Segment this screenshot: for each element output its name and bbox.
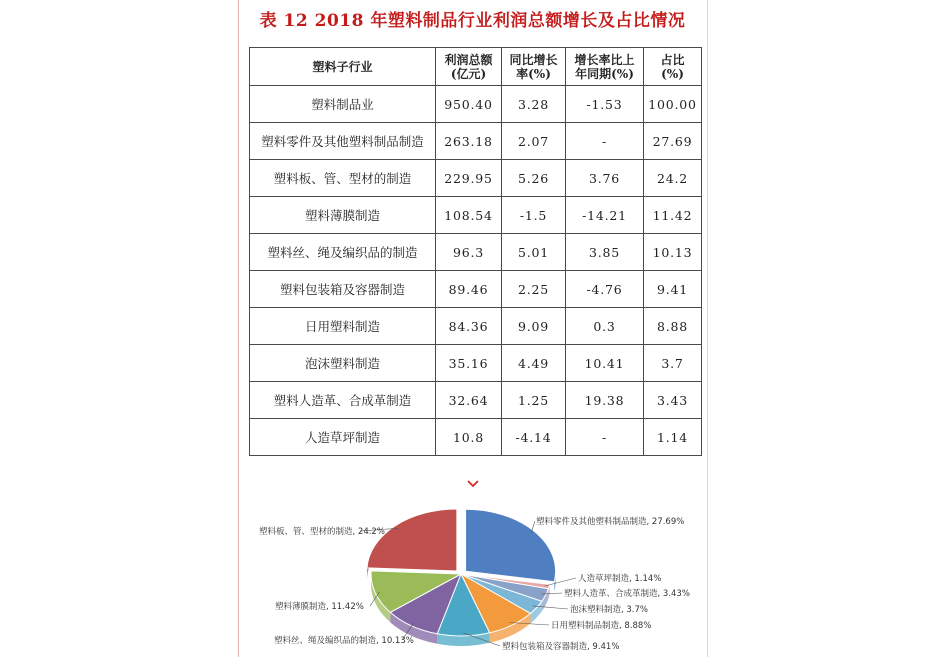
cell-profit: 950.40 [436, 86, 502, 123]
header-profit-text: 利润总额 (亿元) [444, 52, 493, 81]
cell-profit: 32.64 [436, 382, 502, 419]
cell-growth-diff: 0.3 [566, 308, 644, 345]
cell-yoy: 1.25 [502, 382, 566, 419]
cell-yoy: -4.14 [502, 419, 566, 456]
cell-subsector: 塑料包装箱及容器制造 [250, 271, 436, 308]
cell-share: 3.7 [644, 345, 702, 382]
cell-subsector: 塑料薄膜制造 [250, 197, 436, 234]
pie-slice-label: 塑料丝、绳及编织品的制造, 10.13% [274, 636, 414, 646]
cell-profit: 96.3 [436, 234, 502, 271]
cell-growth-diff: -4.76 [566, 271, 644, 308]
cell-subsector: 塑料丝、绳及编织品的制造 [250, 234, 436, 271]
cell-share: 8.88 [644, 308, 702, 345]
cell-subsector: 塑料零件及其他塑料制品制造 [250, 123, 436, 160]
header-yoy-text: 同比增长 率(%) [509, 52, 558, 81]
pie-slice-label: 人造草坪制造, 1.14% [578, 574, 662, 584]
cell-yoy: 2.25 [502, 271, 566, 308]
header-subsector: 塑料子行业 [250, 48, 436, 86]
cell-share: 100.00 [644, 86, 702, 123]
cell-share: 27.69 [644, 123, 702, 160]
cell-share: 9.41 [644, 271, 702, 308]
cell-yoy: 9.09 [502, 308, 566, 345]
pie-slice-label: 塑料人造革、合成革制造, 3.43% [564, 589, 690, 599]
cell-share: 11.42 [644, 197, 702, 234]
cell-growth-diff: - [566, 419, 644, 456]
cell-yoy: 2.07 [502, 123, 566, 160]
table-title: 表 12 2018 年塑料制品行业利润总额增长及占比情况 [259, 11, 686, 31]
cell-subsector: 塑料板、管、型材的制造 [250, 160, 436, 197]
header-growth-diff-text: 增长率比上 年同期(%) [574, 52, 635, 81]
pie-slice-label: 塑料薄膜制造, 11.42% [275, 602, 364, 612]
cell-subsector: 塑料制品业 [250, 86, 436, 123]
cell-profit: 108.54 [436, 197, 502, 234]
cell-profit: 10.8 [436, 419, 502, 456]
cell-profit: 263.18 [436, 123, 502, 160]
cell-share: 24.2 [644, 160, 702, 197]
cell-yoy: 5.26 [502, 160, 566, 197]
cell-yoy: 5.01 [502, 234, 566, 271]
cell-share: 10.13 [644, 234, 702, 271]
pie-slice-label: 塑料包装箱及容器制造, 9.41% [502, 642, 620, 652]
cell-profit: 84.36 [436, 308, 502, 345]
cell-growth-diff: -14.21 [566, 197, 644, 234]
pie-slice-label: 塑料板、管、型材的制造, 24.2% [259, 527, 385, 537]
cell-growth-diff: 10.41 [566, 345, 644, 382]
cell-growth-diff: 19.38 [566, 382, 644, 419]
cell-growth-diff: 3.85 [566, 234, 644, 271]
cell-profit: 229.95 [436, 160, 502, 197]
cell-profit: 35.16 [436, 345, 502, 382]
cell-yoy: 4.49 [502, 345, 566, 382]
cell-yoy: 3.28 [502, 86, 566, 123]
cell-subsector: 人造草坪制造 [250, 419, 436, 456]
cell-subsector: 日用塑料制造 [250, 308, 436, 345]
cell-share: 3.43 [644, 382, 702, 419]
pie-slice-label: 塑料零件及其他塑料制品制造, 27.69% [536, 517, 685, 527]
cell-yoy: -1.5 [502, 197, 566, 234]
cell-growth-diff: 3.76 [566, 160, 644, 197]
cell-profit: 89.46 [436, 271, 502, 308]
header-share-text: 占比 (%) [660, 52, 685, 81]
pie-slice-label: 日用塑料制品制造, 8.88% [551, 621, 652, 631]
cell-growth-diff: -1.53 [566, 86, 644, 123]
cell-share: 1.14 [644, 419, 702, 456]
pie-slice [367, 509, 457, 571]
cell-growth-diff: - [566, 123, 644, 160]
cell-subsector: 塑料人造革、合成革制造 [250, 382, 436, 419]
pie-slice-label: 泡沫塑料制造, 3.7% [570, 605, 648, 615]
cell-subsector: 泡沫塑料制造 [250, 345, 436, 382]
